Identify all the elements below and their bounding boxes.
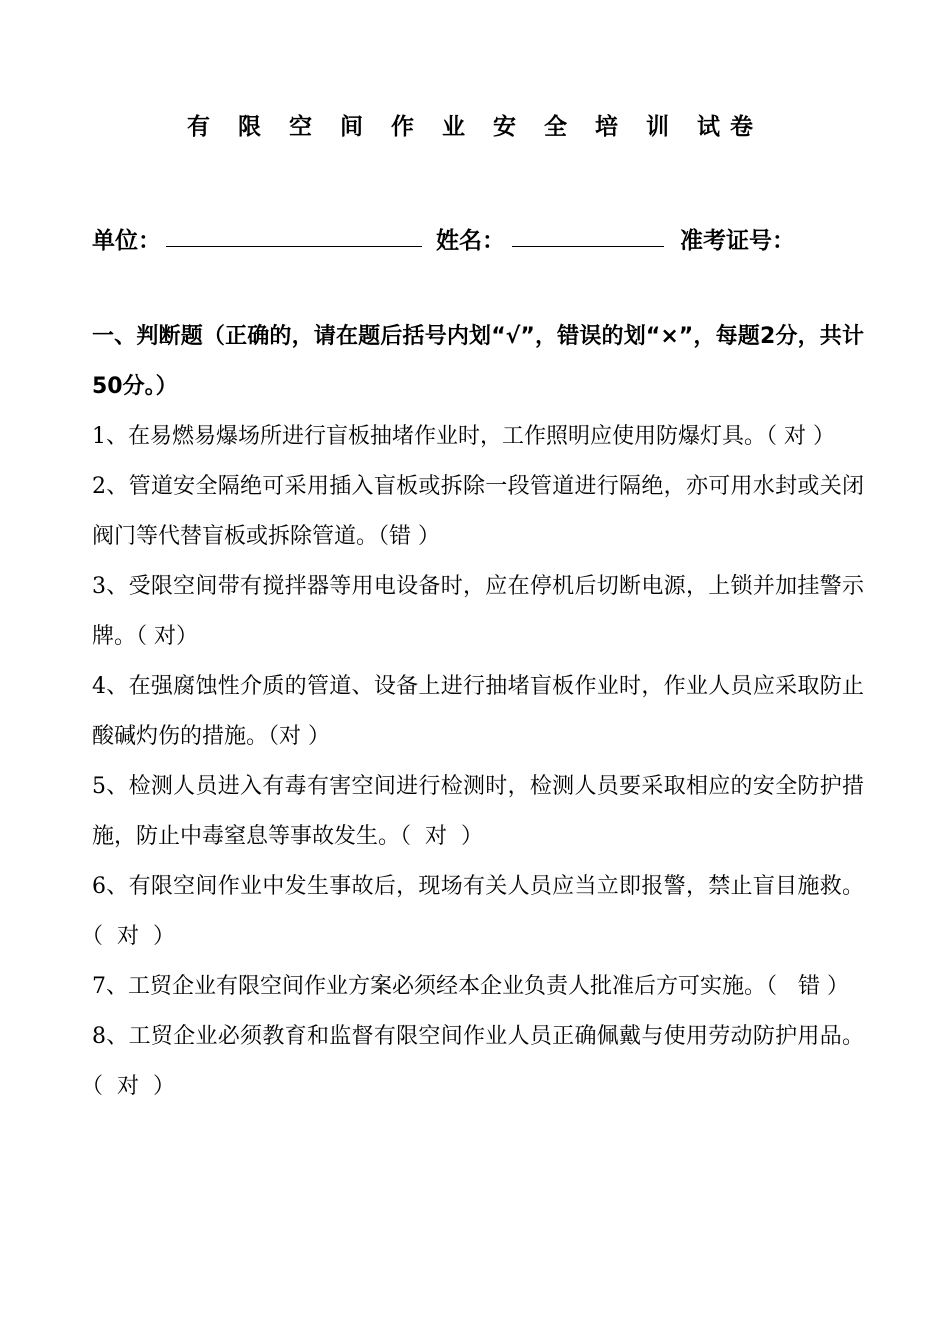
question-item bbox=[92, 412, 864, 462]
question-text: 2、管道安全隔绝可采用插入盲板或拆除一段管道进行隔绝，亦可用水封或关闭阀门等代替盲板或拆除管道。 bbox=[92, 474, 864, 549]
exam-id-label: 准考证号： bbox=[680, 228, 795, 254]
question-answer: （ 对 ） bbox=[92, 1074, 175, 1099]
question-answer: （ 对） bbox=[136, 624, 199, 649]
question-text: 1、在易燃易爆场所进行盲板抽堵作业时，工作照明应使用防爆灯具。 bbox=[92, 424, 766, 449]
question-item bbox=[92, 862, 864, 962]
question-item bbox=[92, 762, 864, 862]
unit-blank-line bbox=[166, 222, 422, 247]
name-label: 姓名： bbox=[436, 228, 505, 254]
question-list bbox=[92, 412, 864, 1112]
question-answer: （ 对 ） bbox=[400, 824, 483, 849]
candidate-info-row bbox=[92, 222, 872, 256]
question-text: 8、工贸企业必须教育和监督有限空间作业人员正确佩戴与使用劳动防护用品。 bbox=[92, 1024, 864, 1049]
question-answer: （ 对 ） bbox=[92, 924, 175, 949]
exam-title: 有 限 空 间 作 业 安 全 培 训 试卷 bbox=[186, 114, 764, 140]
question-answer: （错 ） bbox=[378, 524, 441, 549]
question-item bbox=[92, 562, 864, 662]
name-blank-line bbox=[512, 222, 664, 247]
question-text: 7、工贸企业有限空间作业方案必须经本企业负责人批准后方可实施。 bbox=[92, 974, 766, 999]
question-text: 3、受限空间带有搅拌器等用电设备时，应在停机后切断电源，上锁并加挂警示牌。 bbox=[92, 574, 864, 649]
question-answer: （对 ） bbox=[268, 724, 331, 749]
question-item bbox=[92, 662, 864, 762]
question-text: 6、有限空间作业中发生事故后，现场有关人员应当立即报警，禁止盲目施救。 bbox=[92, 874, 864, 899]
question-item bbox=[92, 962, 864, 1012]
section-heading-true-false: 一、判断题（正确的，请在题后括号内划“√”，错误的划“×”，每题2分，共计50分。） bbox=[92, 324, 864, 399]
question-text: 5、检测人员进入有毒有害空间进行检测时，检测人员要采取相应的安全防护措施，防止中毒窒息等事故发生。 bbox=[92, 774, 864, 849]
question-answer: （ 对 ） bbox=[766, 424, 835, 449]
question-item bbox=[92, 462, 864, 562]
question-item bbox=[92, 1012, 864, 1112]
question-text: 4、在强腐蚀性介质的管道、设备上进行抽堵盲板作业时，作业人员应采取防止酸碱灼伤的措施。 bbox=[92, 674, 864, 749]
unit-label: 单位： bbox=[92, 228, 161, 254]
question-answer: （ 错 ） bbox=[766, 974, 849, 999]
